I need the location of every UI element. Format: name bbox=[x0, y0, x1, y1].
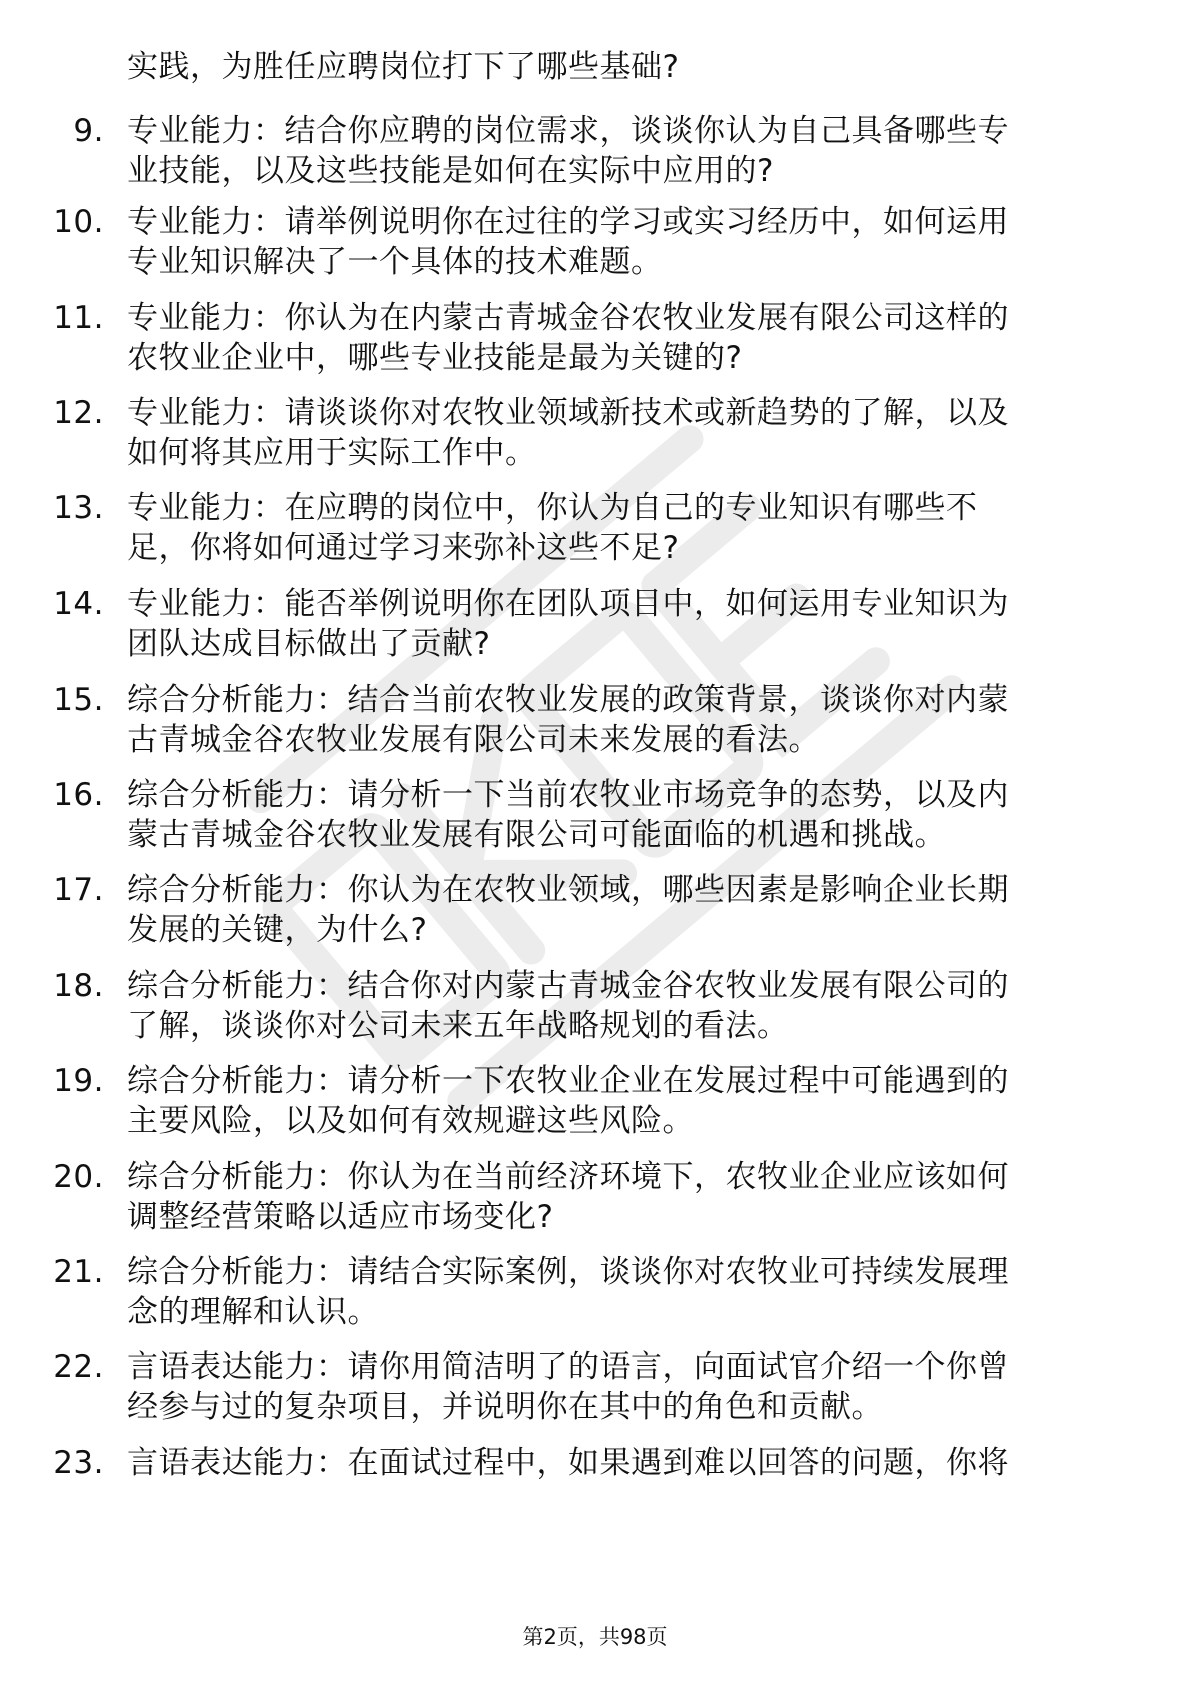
item-number: 14. bbox=[53, 586, 104, 622]
item-text-line-1: 言语表达能力：请你用简洁明了的语言，向面试官介绍一个你曾 bbox=[127, 1349, 1009, 1385]
item-number: 19. bbox=[53, 1063, 104, 1099]
item-text-line-2: 了解，谈谈你对公司未来五年战略规划的看法。 bbox=[127, 1008, 789, 1044]
item-text-line-2: 古青城金谷农牧业发展有限公司未来发展的看法。 bbox=[127, 722, 820, 758]
page-footer: 第2页，共98页 bbox=[522, 1625, 668, 1649]
item-text-line-2: 专业知识解决了一个具体的技术难题。 bbox=[127, 244, 663, 280]
item-text-line-1: 综合分析能力：请结合实际案例，谈谈你对农牧业可持续发展理 bbox=[127, 1254, 1009, 1290]
item-number: 10. bbox=[53, 204, 104, 240]
item-text-line-1: 专业能力：在应聘的岗位中，你认为自己的专业知识有哪些不 bbox=[127, 490, 978, 526]
item-text-line-2: 农牧业企业中，哪些专业技能是最为关键的? bbox=[127, 340, 743, 376]
item-number: 17. bbox=[53, 872, 104, 908]
item-text-line-2: 主要风险，以及如何有效规避这些风险。 bbox=[127, 1103, 694, 1139]
item-text-line-1: 综合分析能力：请分析一下农牧业企业在发展过程中可能遇到的 bbox=[127, 1063, 1009, 1099]
item-text-line-2: 发展的关键，为什么? bbox=[127, 912, 428, 948]
item-number: 15. bbox=[53, 682, 104, 718]
item-text-line-1: 专业能力：请举例说明你在过往的学习或实习经历中，如何运用 bbox=[127, 204, 1009, 240]
item-text-line-2: 念的理解和认识。 bbox=[127, 1294, 379, 1330]
item-number: 9. bbox=[73, 113, 104, 149]
item-text-line-2: 调整经营策略以适应市场变化? bbox=[127, 1199, 554, 1235]
item-text-line-2: 业技能，以及这些技能是如何在实际中应用的? bbox=[127, 153, 774, 189]
item-number: 20. bbox=[53, 1159, 104, 1195]
item-number: 12. bbox=[53, 395, 104, 431]
item-number: 18. bbox=[53, 968, 104, 1004]
item-number: 13. bbox=[53, 490, 104, 526]
item-text-line-1: 言语表达能力：在面试过程中，如果遇到难以回答的问题，你将 bbox=[127, 1445, 1009, 1481]
item-text-line-1: 综合分析能力：请分析一下当前农牧业市场竞争的态势，以及内 bbox=[127, 777, 1009, 813]
item-text-line-2: 如何将其应用于实际工作中。 bbox=[127, 435, 537, 471]
continuation-text: 实践，为胜任应聘岗位打下了哪些基础? bbox=[127, 49, 680, 85]
item-text-line-2: 足，你将如何通过学习来弥补这些不足? bbox=[127, 530, 680, 566]
item-text-line-2: 经参与过的复杂项目，并说明你在其中的角色和贡献。 bbox=[127, 1389, 883, 1425]
item-text-line-1: 专业能力：能否举例说明你在团队项目中，如何运用专业知识为 bbox=[127, 586, 1009, 622]
item-text-line-2: 蒙古青城金谷农牧业发展有限公司可能面临的机遇和挑战。 bbox=[127, 817, 946, 853]
item-number: 16. bbox=[53, 777, 104, 813]
item-number: 23. bbox=[53, 1445, 104, 1481]
item-text-line-1: 专业能力：结合你应聘的岗位需求，谈谈你认为自己具备哪些专 bbox=[127, 113, 1009, 149]
item-number: 22. bbox=[53, 1349, 104, 1385]
item-text-line-1: 综合分析能力：结合你对内蒙古青城金谷农牧业发展有限公司的 bbox=[127, 968, 1009, 1004]
item-text-line-1: 专业能力：你认为在内蒙古青城金谷农牧业发展有限公司这样的 bbox=[127, 300, 1009, 336]
item-text-line-1: 综合分析能力：你认为在当前经济环境下，农牧业企业应该如何 bbox=[127, 1159, 1009, 1195]
item-number: 21. bbox=[53, 1254, 104, 1290]
item-text-line-1: 专业能力：请谈谈你对农牧业领域新技术或新趋势的了解，以及 bbox=[127, 395, 1009, 431]
item-text-line-1: 综合分析能力：结合当前农牧业发展的政策背景，谈谈你对内蒙 bbox=[127, 682, 1009, 718]
item-number: 11. bbox=[53, 300, 104, 336]
item-text-line-1: 综合分析能力：你认为在农牧业领域，哪些因素是影响企业长期 bbox=[127, 872, 1009, 908]
item-text-line-2: 团队达成目标做出了贡献? bbox=[127, 626, 491, 662]
